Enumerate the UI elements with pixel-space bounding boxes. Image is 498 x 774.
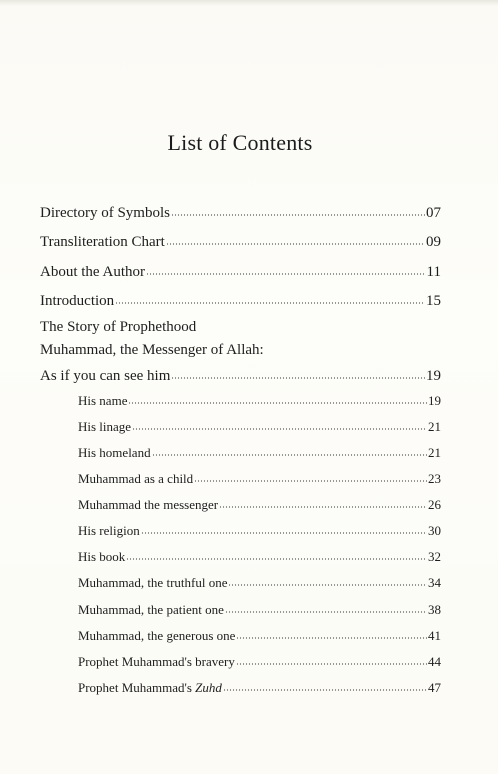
toc-entry-label: Muhammad as a child bbox=[78, 471, 194, 486]
toc-entry-label: Muhammad, the patient one bbox=[78, 602, 224, 617]
toc-subentry-his-homeland[interactable] bbox=[78, 444, 441, 461]
toc-entry-page: 11 bbox=[426, 264, 441, 280]
dot-leader bbox=[132, 420, 427, 433]
dot-leader bbox=[115, 292, 425, 307]
toc-entry-page: 09 bbox=[426, 234, 441, 250]
toc-entry-page: 34 bbox=[428, 575, 441, 590]
toc-entry-page: 07 bbox=[426, 205, 441, 221]
dot-leader bbox=[171, 204, 425, 219]
dot-leader bbox=[223, 681, 427, 694]
dot-leader bbox=[171, 367, 425, 382]
toc-entry-label: Prophet Muhammad's bravery bbox=[78, 654, 235, 669]
dot-leader bbox=[225, 603, 427, 616]
toc-entry-label: His name bbox=[78, 393, 128, 408]
toc-subentry-prophet-muhammads-zuhd[interactable] bbox=[78, 679, 441, 696]
toc-subentry-muhammad-the-messenger[interactable] bbox=[78, 496, 441, 513]
toc-entry-label: His homeland bbox=[78, 445, 151, 460]
toc-entry-label: His religion bbox=[78, 523, 140, 538]
toc-entry-page: 44 bbox=[428, 654, 441, 669]
toc-entry-about-the-author[interactable] bbox=[40, 261, 441, 281]
toc-entry-label: As if you can see him bbox=[40, 368, 171, 384]
toc-entry-page: 15 bbox=[426, 293, 441, 309]
toc-entry-label: Introduction bbox=[40, 293, 115, 309]
toc-entry-introduction[interactable] bbox=[40, 290, 441, 310]
toc-entry-label: Transliteration Chart bbox=[40, 234, 165, 250]
toc-subentry-his-name[interactable] bbox=[78, 392, 441, 409]
dot-leader bbox=[146, 263, 426, 278]
toc-subentry-muhammad-as-a-child[interactable] bbox=[78, 470, 441, 487]
toc-entry-label: His book bbox=[78, 549, 126, 564]
toc-entry-page: 38 bbox=[428, 602, 441, 617]
toc-entry-label: Directory of Symbols bbox=[40, 205, 170, 221]
dot-leader bbox=[236, 629, 427, 642]
toc-entry-label: Muhammad, the generous one bbox=[78, 628, 236, 643]
dot-leader bbox=[219, 498, 427, 511]
page-title: List of Contents bbox=[167, 130, 313, 155]
toc-entry-label: About the Author bbox=[40, 264, 145, 280]
toc-entry-label-italic: Zuhd bbox=[195, 680, 222, 695]
dot-leader bbox=[236, 655, 427, 668]
dot-leader bbox=[128, 394, 427, 407]
toc-entry-label: His linage bbox=[78, 419, 132, 434]
dot-leader bbox=[194, 472, 427, 485]
toc-entry-page: 21 bbox=[428, 445, 441, 460]
toc-entry-label bbox=[78, 680, 222, 696]
toc-subentry-muhammad-the-generous-one[interactable] bbox=[78, 627, 441, 644]
toc-subentry-prophet-muhammads-bravery[interactable] bbox=[78, 653, 441, 670]
toc-entry-page: 32 bbox=[428, 549, 441, 564]
toc-subentry-his-book[interactable] bbox=[78, 548, 441, 565]
toc-entry-label: Muhammad the messenger bbox=[78, 497, 219, 512]
toc-entry-page: 30 bbox=[428, 523, 441, 538]
toc-subentry-muhammad-the-truthful-one[interactable] bbox=[78, 574, 441, 591]
toc-entry-transliteration-chart[interactable] bbox=[40, 231, 441, 251]
dot-leader bbox=[166, 233, 425, 248]
toc-entry-label: Muhammad, the truthful one bbox=[78, 575, 228, 590]
toc-entry-page: 47 bbox=[428, 680, 441, 695]
toc-entry-page: 21 bbox=[428, 419, 441, 434]
toc-subentry-his-religion[interactable] bbox=[78, 522, 441, 539]
story-heading-line-1: The Story of Prophethood bbox=[40, 319, 197, 335]
toc-subentry-his-linage[interactable] bbox=[78, 418, 441, 435]
dot-leader bbox=[152, 446, 427, 459]
toc-entry-label-roman: Prophet Muhammad's bbox=[78, 680, 192, 695]
toc-entry-page: 19 bbox=[428, 393, 441, 408]
toc-entry-directory-of-symbols[interactable] bbox=[40, 202, 441, 222]
story-heading-line-2: Muhammad, the Messenger of Allah: bbox=[40, 342, 264, 358]
toc-entry-page: 26 bbox=[428, 497, 441, 512]
toc-subentry-muhammad-the-patient-one[interactable] bbox=[78, 601, 441, 618]
dot-leader bbox=[228, 576, 427, 589]
dot-leader bbox=[126, 550, 427, 563]
dot-leader bbox=[141, 524, 427, 537]
toc-entry-page: 23 bbox=[428, 471, 441, 486]
toc-entry-as-if-you-can-see-him[interactable] bbox=[40, 365, 441, 385]
toc-entry-page: 19 bbox=[426, 368, 441, 384]
toc-entry-page: 41 bbox=[428, 628, 441, 643]
